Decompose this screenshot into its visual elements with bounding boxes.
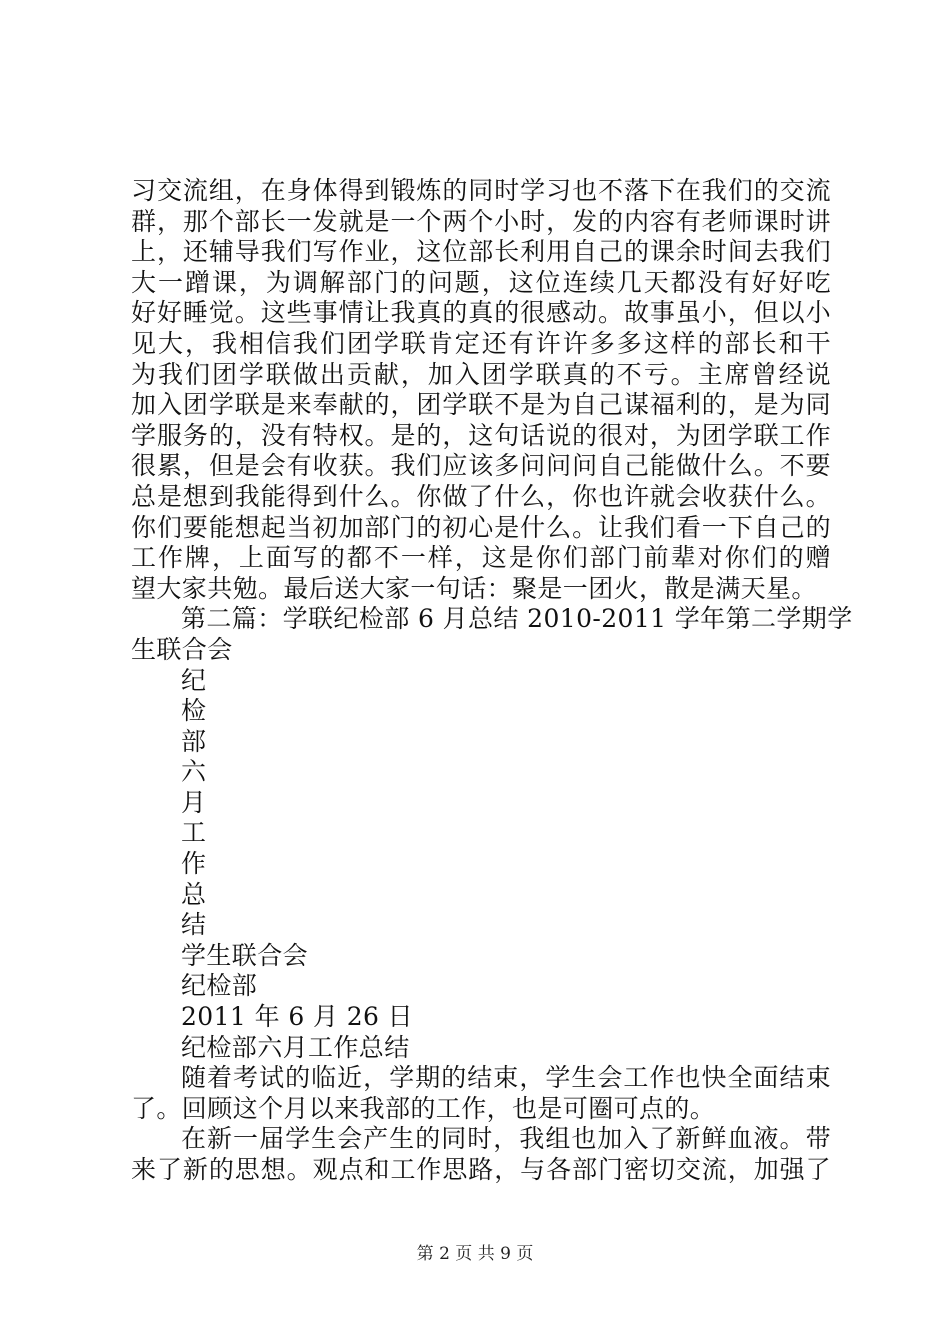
text-line: 了。回顾这个月以来我部的工作，也是可圈可点的。 <box>131 1093 716 1123</box>
text-line: 生联合会 <box>131 634 233 664</box>
text-line: 六 <box>181 757 207 787</box>
text-line: 来了新的思想。观点和工作思路，与各部门密切交流，加强了 <box>131 1155 831 1184</box>
text-line: 学服务的，没有特权。是的，这句话说的很对，为团学联工作 <box>131 420 831 450</box>
text-line: 在新一届学生会产生的同时，我组也加入了新鲜血液。带 <box>181 1124 831 1154</box>
text-line: 纪检部 <box>181 971 258 1001</box>
text-line: 见大，我相信我们团学联肯定还有许许多多这样的部长和干 <box>131 328 831 358</box>
text-line: 结 <box>181 910 207 940</box>
text-line: 部 <box>181 726 207 756</box>
text-line: 工作牌，上面写的都不一样，这是你们部门前辈对你们的赠 <box>131 543 831 573</box>
text-line: 随着考试的临近，学期的结束，学生会工作也快全面结束 <box>181 1063 831 1093</box>
text-line: 作 <box>181 849 207 879</box>
text-line: 你们要能想起当初加部门的初心是什么。让我们看一下自己的 <box>131 512 831 542</box>
text-line: 大一蹭课，为调解部门的问题，这位连续几天都没有好好吃 <box>131 267 831 297</box>
text-line: 总是想到我能得到什么。你做了什么，你也许就会收获什么。 <box>131 481 831 511</box>
text-line: 学生联合会 <box>181 940 309 970</box>
page-footer: 第 2 页 共 9 页 <box>416 1244 534 1264</box>
document-body <box>131 176 853 1186</box>
text-line: 月 <box>181 787 207 817</box>
text-line: 纪检部六月工作总结 <box>181 1032 410 1062</box>
text-line: 上，还辅导我们写作业，这位部长利用自己的课余时间去我们 <box>131 237 831 267</box>
text-line: 工 <box>181 818 207 848</box>
text-line: 检 <box>181 696 207 726</box>
text-line: 为我们团学联做出贡献，加入团学联真的不亏。主席曾经说 <box>131 359 831 389</box>
text-line: 很累，但是会有收获。我们应该多问问问自己能做什么。不要 <box>131 451 831 481</box>
text-line: 群，那个部长一发就是一个两个小时，发的内容有老师课时讲 <box>131 206 831 236</box>
text-line: 习交流组，在身体得到锻炼的同时学习也不落下在我们的交流 <box>131 176 831 205</box>
text-line: 总 <box>181 879 207 909</box>
text-line: 第二篇：学联纪检部 6 月总结 2010-2011 学年第二学期学 <box>181 604 853 634</box>
text-line: 望大家共勉。最后送大家一句话：聚是一团火，散是满天星。 <box>131 573 817 603</box>
text-line: 加入团学联是来奉献的，团学联不是为自己谋福利的，是为同 <box>131 390 831 420</box>
text-line: 2011 年 6 月 26 日 <box>181 1002 414 1032</box>
text-line: 好好睡觉。这些事情让我真的真的很感动。故事虽小，但以小 <box>131 298 831 328</box>
text-line: 纪 <box>181 665 207 695</box>
